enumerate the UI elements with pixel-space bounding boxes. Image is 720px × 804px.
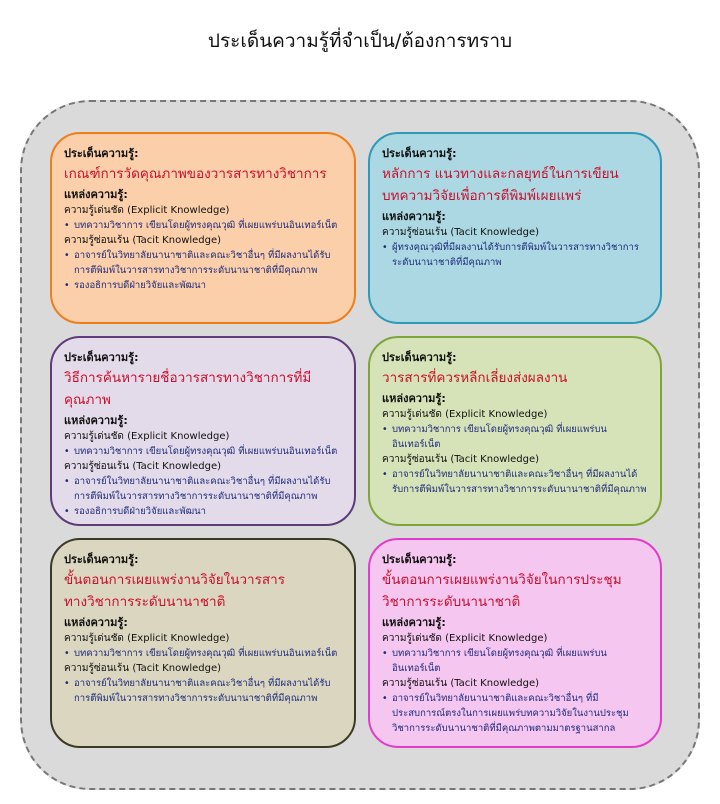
tacit-label: ความรู้ซ่อนเร้น (Tacit Knowledge) xyxy=(64,461,222,472)
explicit-item: • บทความวิชาการ เขียนโดยผู้ทรงคุณวุฒิ ที่เผยแพร่บนอินเทอร์เน็ต xyxy=(64,444,342,459)
explicit-item: • บทความวิชาการ เขียนโดยผู้ทรงคุณวุฒิ ที่เผยแพร่บนอินเทอร์เน็ต xyxy=(382,422,648,452)
topic-label: ประเด็นความรู้: xyxy=(64,553,139,566)
topic-title xyxy=(64,569,342,613)
topic-title xyxy=(64,163,342,185)
topic-label: ประเด็นความรู้: xyxy=(64,147,139,160)
tacit-item: • ผู้ทรงคุณวุฒิที่มีผลงานได้รับการตีพิมพ์ในวารสารทางวิชาการระดับนานาชาติที่มีคุณภาพ xyxy=(382,240,648,270)
topic-line: วารสารที่ควรหลีกเลี่ยงส่งผลงาน xyxy=(382,370,568,386)
page-title: ประเด็นความรู้ที่จำเป็น/ต้องการทราบ xyxy=(207,30,513,52)
topic-line: วิชาการระดับนานาชาติ xyxy=(382,594,521,610)
source-label: แหล่งความรู้: xyxy=(64,414,128,427)
tacit-item: • อาจารย์ในวิทยาลัยนานาชาติและคณะวิชาอื่นๆ ที่มีประสบการณ์ตรงในการเผยแพร่บทความวิจัยในงานประชุมวิชาการระดับนานาชาติที่มีคุณภาพตามมาตรฐานสากล xyxy=(382,691,648,736)
topic-label: ประเด็นความรู้: xyxy=(382,553,457,566)
topic-title xyxy=(382,367,648,389)
tacit-label: ความรู้ซ่อนเร้น (Tacit Knowledge) xyxy=(382,678,540,689)
source-label: แหล่งความรู้: xyxy=(382,210,446,223)
topic-line: บทความวิจัยเพื่อการตีพิมพ์เผยแพร่ xyxy=(382,188,582,204)
knowledge-card-journal-search xyxy=(50,336,356,526)
topic-title xyxy=(64,367,342,411)
topic-line: ขั้นตอนการเผยแพร่งานวิจัยในการประชุม xyxy=(382,572,622,588)
tacit-label: ความรู้ซ่อนเร้น (Tacit Knowledge) xyxy=(64,663,222,674)
topic-label: ประเด็นความรู้: xyxy=(382,351,457,364)
source-label: แหล่งความรู้: xyxy=(64,188,128,201)
explicit-item: • บทความวิชาการ เขียนโดยผู้ทรงคุณวุฒิ ที่เผยแพร่บนอินเทอร์เน็ต xyxy=(64,646,342,661)
tacit-label: ความรู้ซ่อนเร้น (Tacit Knowledge) xyxy=(382,454,540,465)
topic-title xyxy=(382,569,648,613)
knowledge-card-writing-principles xyxy=(368,132,662,324)
explicit-item: • บทความวิชาการ เขียนโดยผู้ทรงคุณวุฒิ ที่เผยแพร่บนอินเทอร์เน็ต xyxy=(382,646,648,676)
tacit-item: • อาจารย์ในวิทยาลัยนานาชาติและคณะวิชาอื่นๆ ที่มีผลงานได้รับการตีพิมพ์ในวารสารทางวิชาการระดับนานาชาติที่มีคุณภาพ xyxy=(64,474,342,504)
topic-line: เกณฑ์การวัดคุณภาพของวารสารทางวิชาการ xyxy=(64,166,327,182)
topic-line: วิธีการค้นหารายชื่อวารสารทางวิชาการที่มีคุณภาพ xyxy=(64,370,312,408)
explicit-item: • บทความวิชาการ เขียนโดยผู้ทรงคุณวุฒิ ที่เผยแพร่บนอินเทอร์เน็ต xyxy=(64,218,342,233)
explicit-label: ความรู้เด่นชัด (Explicit Knowledge) xyxy=(64,431,230,442)
source-label: แหล่งความรู้: xyxy=(64,616,128,629)
source-label: แหล่งความรู้: xyxy=(382,616,446,629)
tacit-item: • อาจารย์ในวิทยาลัยนานาชาติและคณะวิชาอื่นๆ ที่มีผลงานได้รับการตีพิมพ์ในวารสารทางวิชาการระดับนานาชาติที่มีคุณภาพ xyxy=(64,676,342,706)
tacit-item: • อาจารย์ในวิทยาลัยนานาชาติและคณะวิชาอื่นๆ ที่มีผลงานได้รับการตีพิมพ์ในวารสารทางวิชาการระดับนานาชาติที่มีคุณภาพ xyxy=(382,467,648,497)
topic-label: ประเด็นความรู้: xyxy=(382,147,457,160)
tacit-label: ความรู้ซ่อนเร้น (Tacit Knowledge) xyxy=(64,235,222,246)
topic-line: ทางวิชาการระดับนานาชาติ xyxy=(64,594,226,610)
tacit-label: ความรู้ซ่อนเร้น (Tacit Knowledge) xyxy=(382,227,540,238)
explicit-label: ความรู้เด่นชัด (Explicit Knowledge) xyxy=(64,633,230,644)
tacit-item: • อาจารย์ในวิทยาลัยนานาชาติและคณะวิชาอื่นๆ ที่มีผลงานได้รับการตีพิมพ์ในวารสารทางวิชาการระดับนานาชาติที่มีคุณภาพ xyxy=(64,248,342,278)
knowledge-card-conference-publication-steps xyxy=(368,538,662,748)
topic-line: ขั้นตอนการเผยแพร่งานวิจัยในวารสาร xyxy=(64,572,285,588)
source-label: แหล่งความรู้: xyxy=(382,392,446,405)
tacit-item: • รองอธิการบดีฝ่ายวิจัยและพัฒนา xyxy=(64,504,342,519)
explicit-label: ความรู้เด่นชัด (Explicit Knowledge) xyxy=(382,409,548,420)
topic-line: หลักการ แนวทางและกลยุทธ์ในการเขียน xyxy=(382,166,619,182)
topic-title xyxy=(382,163,648,207)
knowledge-card-quality-criteria xyxy=(50,132,356,324)
explicit-label: ความรู้เด่นชัด (Explicit Knowledge) xyxy=(64,205,230,216)
tacit-item: • รองอธิการบดีฝ่ายวิจัยและพัฒนา xyxy=(64,278,342,293)
knowledge-card-journal-publication-steps xyxy=(50,538,356,748)
topic-label: ประเด็นความรู้: xyxy=(64,351,139,364)
knowledge-card-journals-to-avoid xyxy=(368,336,662,526)
explicit-label: ความรู้เด่นชัด (Explicit Knowledge) xyxy=(382,633,548,644)
